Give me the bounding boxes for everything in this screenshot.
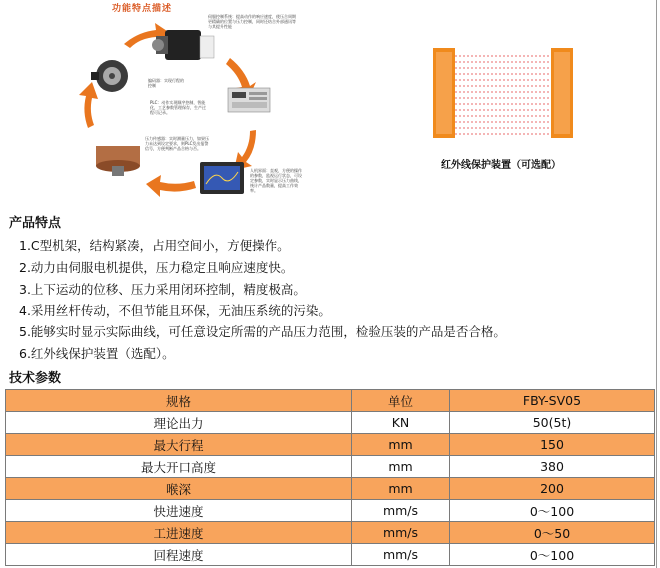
- table-row: [6, 412, 655, 434]
- cell-unit: mm: [352, 456, 450, 478]
- plc-unit: [228, 88, 270, 112]
- cell-unit: mm/s: [352, 500, 450, 522]
- cell-value: 200: [450, 478, 655, 500]
- header-unit: 单位: [352, 390, 450, 412]
- header-spec: 规格: [6, 390, 352, 412]
- cell-spec: 最大开口高度: [6, 456, 352, 478]
- cell-unit: mm: [352, 434, 450, 456]
- arrow-bottom: [146, 175, 196, 197]
- spec-table: [5, 389, 655, 566]
- cell-unit: mm/s: [352, 544, 450, 566]
- table-row: [6, 456, 655, 478]
- header-model: FBY-SV05: [450, 390, 655, 412]
- cell-unit: mm: [352, 478, 450, 500]
- cell-spec: 回程速度: [6, 544, 352, 566]
- feature-item-3: 3.上下运动的位移、压力采用闭环控制，精度极高。: [19, 282, 306, 297]
- light-curtain-caption: 红外线保护装置（可选配）: [441, 160, 561, 171]
- cell-spec: 喉深: [6, 478, 352, 500]
- table-header-row: [6, 390, 655, 412]
- cell-unit: KN: [352, 412, 450, 434]
- feature-item-6: 6.红外线保护装置（选配）。: [19, 346, 175, 361]
- infrared-beams: [455, 56, 551, 134]
- note-plc: PLC：动作实现顺序控制，智能化，工艺参数管理保存，生产过程可记录。: [150, 100, 206, 115]
- note-hmi: 人机界面：直观，方便的操作的参数，监视运行状态，可设定参数，实时显示压力曲线，统计产品数量，提高工作效率。: [250, 168, 302, 193]
- feature-item-1: 1.C型机架，结构紧凑，占用空间小，方便操作。: [19, 238, 290, 253]
- cell-value: 50(5t): [450, 412, 655, 434]
- diagram-title: 功能特点描述: [112, 4, 173, 14]
- note-servo: 伺服控制系统：提高动作的响应速度，使压合周期更精确的位置与压力控制，同时还结合外部通讯等与其提升性能: [208, 14, 296, 29]
- pressure-sensor: [96, 146, 140, 176]
- cell-value: 0～100: [450, 500, 655, 522]
- cell-unit: mm/s: [352, 522, 450, 544]
- table-row: [6, 544, 655, 566]
- features-heading: 产品特点: [9, 216, 62, 231]
- page-border: [656, 0, 657, 568]
- cell-value: 380: [450, 456, 655, 478]
- arrow-left: [79, 82, 98, 128]
- feature-item-4: 4.采用丝杆传动，不但节能且环保，无油压系统的污染。: [19, 303, 331, 318]
- feature-item-5: 5.能够实时显示实际曲线，可任意设定所需的产品压力范围，检验压装的产品是否合格。: [19, 324, 506, 339]
- table-row: [6, 500, 655, 522]
- feature-item-2: 2.动力由伺服电机提供，压力稳定且响应速度快。: [19, 260, 294, 275]
- cell-value: 150: [450, 434, 655, 456]
- cell-spec: 快进速度: [6, 500, 352, 522]
- cell-spec: 理论出力: [6, 412, 352, 434]
- table-row: [6, 522, 655, 544]
- cell-spec: 最大行程: [6, 434, 352, 456]
- cell-spec: 工进速度: [6, 522, 352, 544]
- note-encoder: 编码器：实现行程的控制: [148, 78, 184, 88]
- specs-heading: 技术参数: [9, 371, 62, 386]
- cell-value: 0～100: [450, 544, 655, 566]
- cell-value: 0～50: [450, 522, 655, 544]
- note-pressure: 压力传感器：实时测量压力，如果压力未达到设定要求，则PLC发出报警信号，方便判断产品合格与否。: [145, 136, 209, 151]
- hmi-screen: [200, 162, 244, 194]
- table-row: [6, 478, 655, 500]
- encoder: [91, 60, 128, 92]
- light-curtain-image: [433, 48, 573, 138]
- table-row: [6, 434, 655, 456]
